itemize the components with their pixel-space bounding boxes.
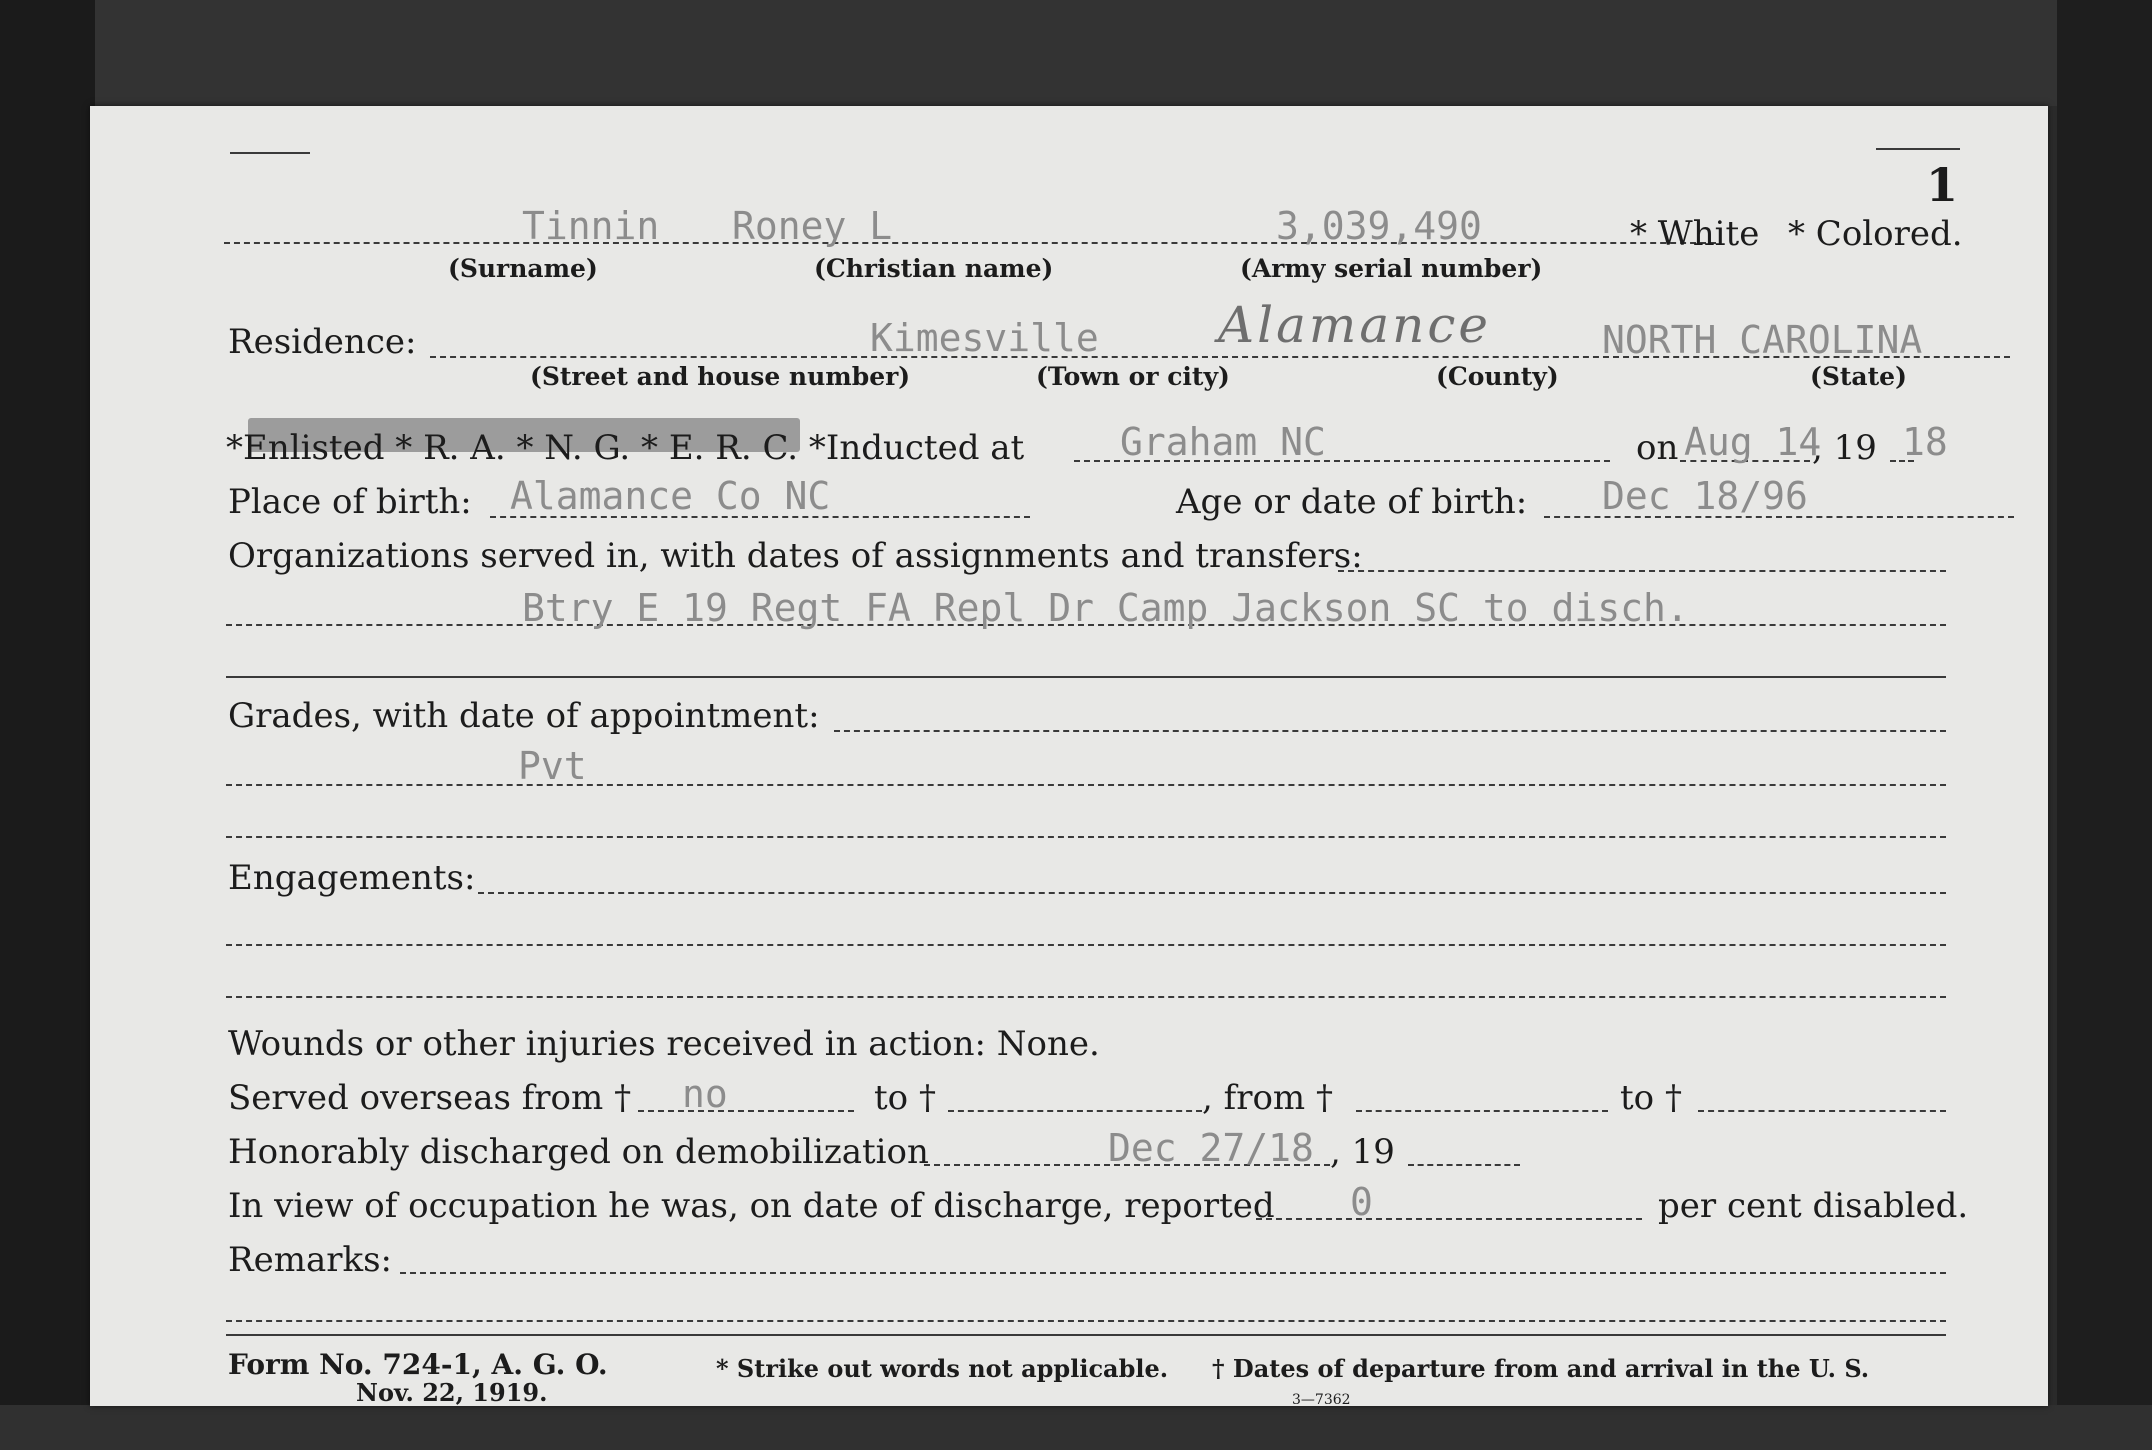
scanner-background-right <box>2057 0 2152 1450</box>
top-left-rule <box>230 152 310 154</box>
remarks-line-1 <box>400 1272 1946 1274</box>
state-caption: (State) <box>1810 362 1907 391</box>
engagements-line-2 <box>226 944 1946 946</box>
strike-out-note: * Strike out words not applicable. <box>716 1354 1169 1383</box>
organizations-line-3 <box>226 676 1946 678</box>
grades-value: Pvt <box>518 744 587 788</box>
grades-line-2 <box>226 784 1946 786</box>
top-right-rule <box>1876 148 1960 150</box>
overseas-from-value: no <box>682 1072 728 1116</box>
overseas-from-line <box>638 1110 854 1112</box>
grades-label: Grades, with date of appointment: <box>228 696 820 736</box>
place-of-birth-value: Alamance Co NC <box>510 474 831 518</box>
discharge-year-line <box>1408 1164 1520 1166</box>
serial-number-caption: (Army serial number) <box>1240 254 1543 283</box>
overseas-to-line <box>948 1110 1202 1112</box>
street-caption: (Street and house number) <box>530 362 911 391</box>
county-caption: (County) <box>1436 362 1559 391</box>
induction-year-prefix: , 19 <box>1812 428 1877 468</box>
overseas-to-label: to † <box>874 1078 936 1118</box>
scanner-background-left <box>0 0 95 1450</box>
christian-name-caption: (Christian name) <box>814 254 1054 283</box>
disability-suffix: per cent disabled. <box>1658 1186 1969 1226</box>
surname-caption: (Surname) <box>448 254 598 283</box>
induction-type-label: *Enlisted * R. A. * N. G. * E. R. C. *Inducted at <box>226 428 1025 468</box>
remarks-line-2 <box>226 1320 1946 1322</box>
remarks-label: Remarks: <box>228 1240 392 1280</box>
organizations-value: Btry E 19 Regt FA Repl Dr Camp Jackson SC to disch. <box>522 586 1689 630</box>
engagements-line-1 <box>478 892 1946 894</box>
place-of-birth-label: Place of birth: <box>228 482 472 522</box>
disability-line <box>1256 1218 1642 1220</box>
town-caption: (Town or city) <box>1036 362 1230 391</box>
overseas-from2-line <box>1356 1110 1608 1112</box>
grades-line-3 <box>226 836 1946 838</box>
induction-date-value: Aug 14 <box>1684 420 1822 464</box>
organizations-line-1 <box>1338 570 1946 572</box>
card-number: 1 <box>1926 158 1959 212</box>
service-record-card <box>90 106 2048 1406</box>
residence-label: Residence: <box>228 322 417 362</box>
organizations-label: Organizations served in, with dates of assignments and transfers: <box>228 536 1363 576</box>
induction-on-label: on <box>1636 428 1679 468</box>
residence-state-value: NORTH CAROLINA <box>1602 318 1923 362</box>
induction-place-value: Graham NC <box>1120 420 1326 464</box>
grades-line-1 <box>834 730 1946 732</box>
discharge-label: Honorably discharged on demobilization <box>228 1132 929 1172</box>
residence-county-value: Alamance <box>1218 296 1491 354</box>
name-line <box>224 242 1716 244</box>
dates-departure-note: † Dates of departure from and arrival in the U. S. <box>1212 1354 1870 1383</box>
overseas-to2-label: to † <box>1620 1078 1682 1118</box>
print-code: 3—7362 <box>1292 1392 1351 1408</box>
discharge-date-value: Dec 27/18 <box>1108 1126 1314 1170</box>
discharge-year-prefix: , 19 <box>1330 1132 1395 1172</box>
date-of-birth-value: Dec 18/96 <box>1602 474 1808 518</box>
disability-label: In view of occupation he was, on date of discharge, reported <box>228 1186 1275 1226</box>
race-colored-label: * Colored. <box>1788 214 1963 254</box>
scanner-background-bottom <box>0 1405 2152 1450</box>
surname-value: Tinnin <box>522 204 660 248</box>
engagements-label: Engagements: <box>228 858 476 898</box>
overseas-to2-line <box>1698 1110 1946 1112</box>
residence-town-value: Kimesville <box>870 316 1099 360</box>
serial-number-value: 3,039,490 <box>1276 204 1482 248</box>
overseas-from2-label: , from † <box>1202 1078 1333 1118</box>
form-date: Nov. 22, 1919. <box>356 1378 548 1407</box>
scanner-background-top <box>0 0 2152 106</box>
form-number: Form No. 724-1, A. G. O. <box>228 1348 608 1381</box>
disability-value: 0 <box>1350 1180 1373 1224</box>
christian-name-value: Roney L <box>732 204 893 248</box>
wounds-label: Wounds or other injuries received in action: None. <box>228 1024 1100 1064</box>
overseas-from-label: Served overseas from † <box>228 1078 632 1118</box>
induction-year-value: 18 <box>1902 420 1948 464</box>
race-white-label: * White <box>1630 214 1760 254</box>
footer-rule <box>226 1334 1946 1336</box>
date-of-birth-label: Age or date of birth: <box>1176 482 1528 522</box>
engagements-line-3 <box>226 996 1946 998</box>
